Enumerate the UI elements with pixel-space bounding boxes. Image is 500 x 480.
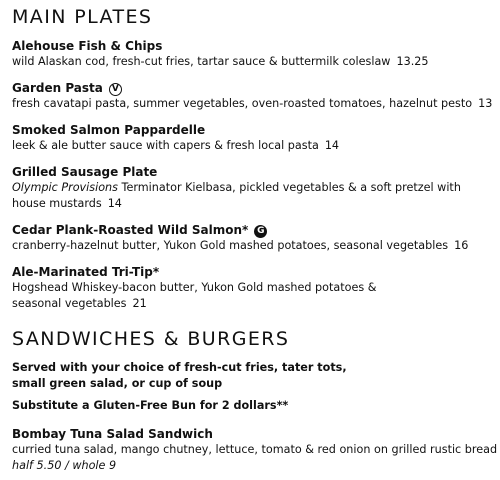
item-price: 14 <box>107 197 122 210</box>
sides-note-line2: small green salad, or cup of soup <box>12 377 223 390</box>
item-name: Bombay Tuna Salad Sandwich <box>12 427 213 441</box>
item-desc-text: cranberry-hazelnut butter, Yukon Gold mashed potatoes, seasonal vegetables <box>12 239 449 252</box>
menu-item-tuna-sandwich <box>12 426 498 474</box>
menu-item-tri-tip <box>12 264 488 312</box>
item-desc-italic: Olympic Provisions <box>12 181 118 194</box>
sandwiches-heading: SANDWICHES & BURGERS <box>12 328 290 350</box>
item-description-line1 <box>12 280 488 296</box>
item-desc-text: house mustards <box>12 197 102 210</box>
item-desc-text: leek & ale butter sauce with capers & fresh local pasta <box>12 139 319 152</box>
item-name: Cedar Plank-Roasted Wild Salmon* <box>12 223 249 237</box>
item-description-line1 <box>12 180 488 196</box>
item-desc-text: fresh cavatapi pasta, summer vegetables, oven-roasted tomatoes, hazelnut pesto <box>12 97 473 110</box>
menu-item-garden-pasta <box>12 80 493 112</box>
item-price: 16 <box>454 239 469 252</box>
sides-note-line1: Served with your choice of fresh-cut fries, tater tots, <box>12 361 347 374</box>
item-name-row <box>12 80 488 96</box>
item-desc-text: wild Alaskan cod, fresh-cut fries, tartar sauce & buttermilk coleslaw <box>12 55 391 68</box>
item-name: Garden Pasta <box>12 81 103 95</box>
menu-item-smoked-salmon <box>12 122 488 154</box>
item-description <box>12 238 488 254</box>
item-price: 13 <box>478 97 493 110</box>
gluten-free-note: Substitute a Gluten-Free Bun for 2 dollars** <box>12 399 289 412</box>
gluten-free-badge-icon: G <box>254 225 267 238</box>
item-name: Grilled Sausage Plate <box>12 165 158 179</box>
item-description-line2 <box>12 296 488 312</box>
item-description <box>12 54 488 70</box>
menu-item-cedar-salmon <box>12 222 488 254</box>
item-price: 14 <box>324 139 340 152</box>
item-name: Smoked Salmon Pappardelle <box>12 123 206 137</box>
item-name-row <box>12 222 488 238</box>
main-plates-heading: MAIN PLATES <box>12 6 153 28</box>
item-price: 13.25 <box>396 55 429 68</box>
item-price: half 5.50 / whole 9 <box>12 459 117 472</box>
item-desc-text: Hogshead Whiskey-bacon butter, Yukon Gold mashed potatoes & <box>12 281 377 294</box>
item-desc-text: Terminator Kielbasa, pickled vegetables & a soft pretzel with <box>117 181 461 194</box>
item-description <box>12 138 488 154</box>
item-description <box>12 96 493 112</box>
item-description: curried tuna salad, mango chutney, lettuce, tomato & red onion on grilled rustic bread <box>12 443 498 456</box>
vegetarian-badge-icon: V <box>109 83 122 96</box>
item-desc-text: seasonal vegetables <box>12 297 127 310</box>
menu-item-sausage-plate <box>12 164 488 212</box>
item-name: Alehouse Fish & Chips <box>12 39 163 53</box>
sandwiches-section <box>12 328 498 474</box>
item-description-line2 <box>12 196 488 212</box>
sides-note <box>12 360 488 392</box>
item-price: 21 <box>132 297 147 310</box>
menu-item-fish-chips <box>12 38 488 70</box>
item-name: Ale-Marinated Tri-Tip* <box>12 265 160 279</box>
